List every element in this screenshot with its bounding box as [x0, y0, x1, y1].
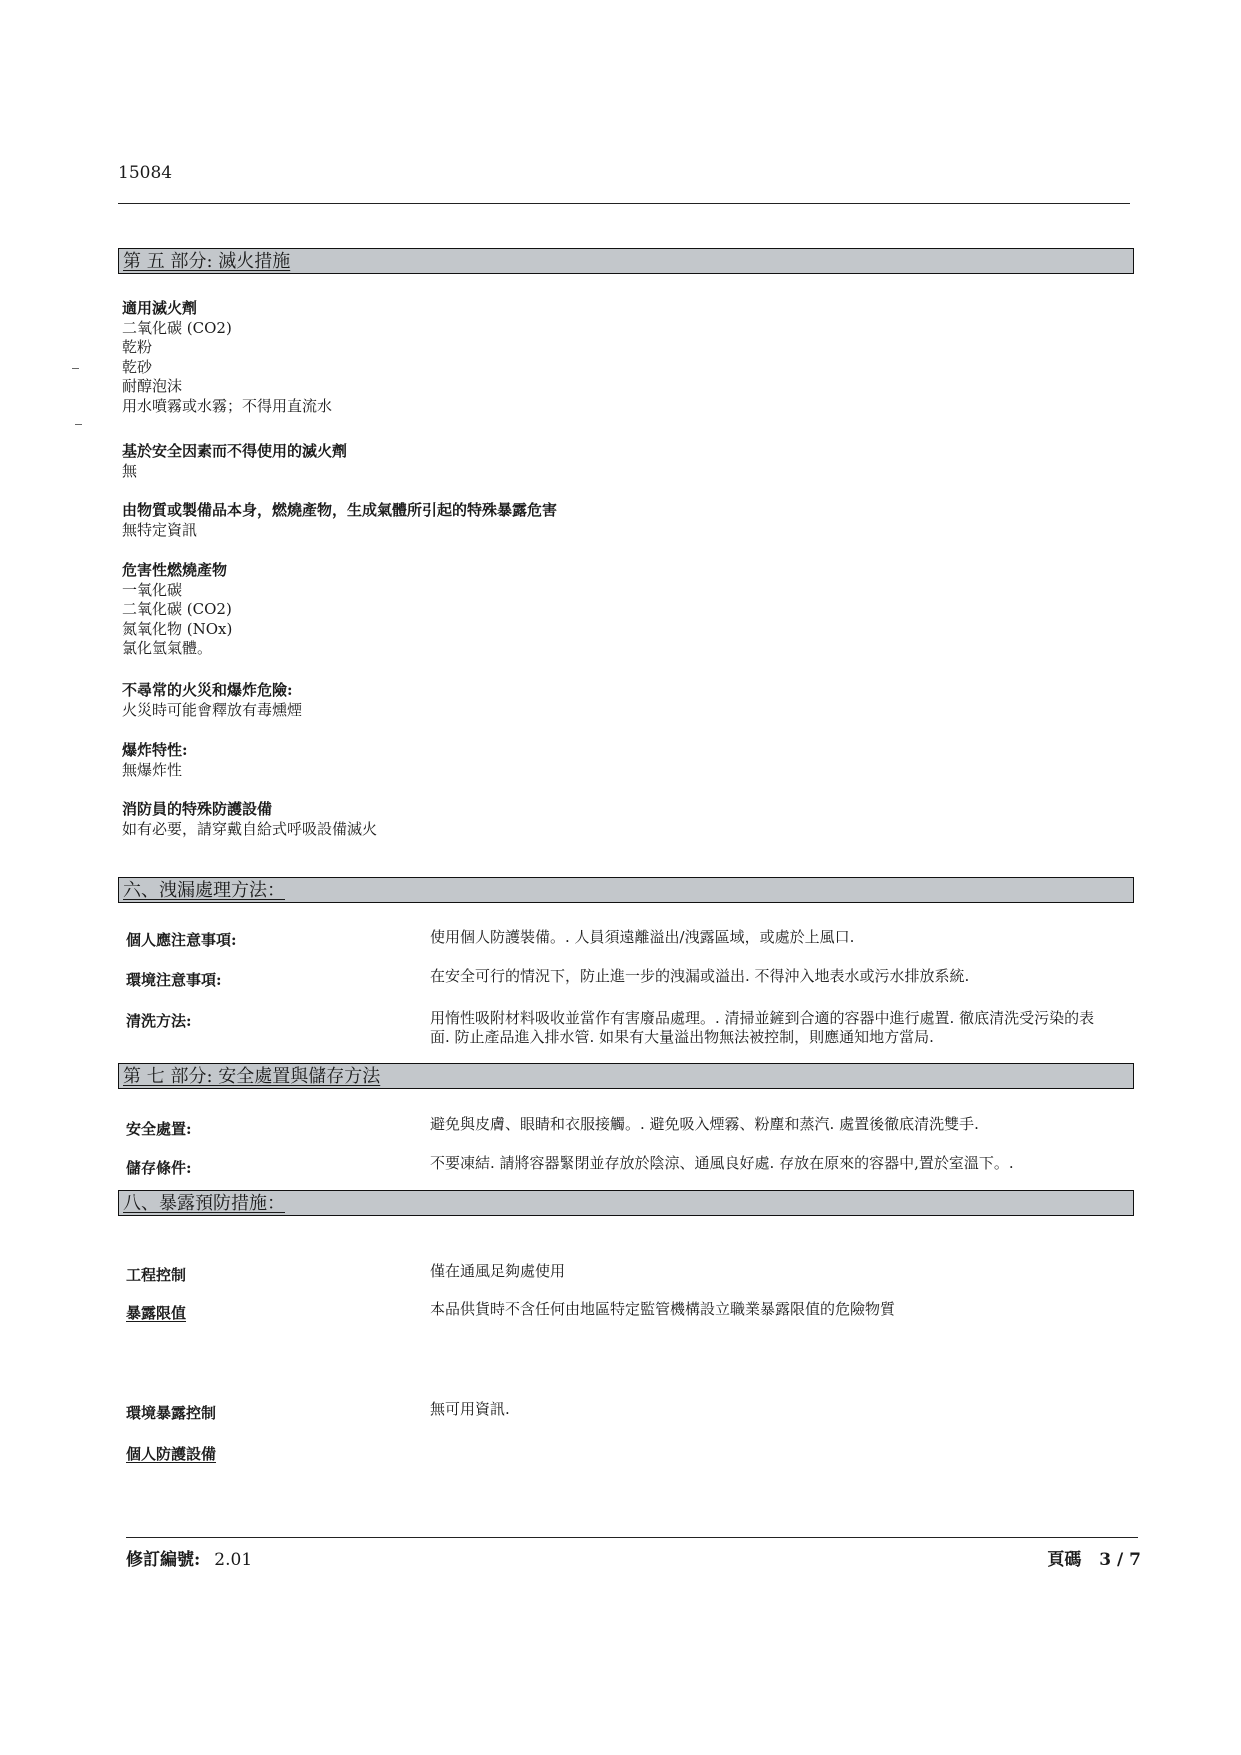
unsuitable-media-value: 無 [122, 461, 138, 480]
suitable-media-item: 乾粉 [122, 338, 153, 357]
document-id: 15084 [118, 163, 173, 183]
personal-precautions-label: 個人應注意事項: [126, 931, 237, 949]
safe-handling-value: 避免與皮膚、眼睛和衣服接觸。. 避免吸入煙霧、粉塵和蒸汽. 處置後徹底清洗雙手. [430, 1115, 979, 1133]
explosive-heading: 爆炸特性: [122, 741, 188, 759]
unusual-hazard-heading: 不尋常的火災和爆炸危險: [122, 681, 293, 699]
suitable-media-item: 耐醇泡沫 [122, 377, 183, 396]
safe-handling-label: 安全處置: [126, 1120, 192, 1138]
footer-rule [126, 1537, 1138, 1538]
special-hazard-value: 無特定資訊 [122, 520, 198, 539]
section5-header [118, 248, 1134, 274]
section5-title: 第 五 部分: 滅火措施 [123, 251, 291, 272]
suitable-media-item: 乾砂 [122, 357, 153, 376]
suitable-media-block [122, 299, 332, 417]
combustion-products-heading: 危害性燃燒產物 [122, 561, 228, 579]
unsuitable-media-heading: 基於安全因素而不得使用的滅火劑 [122, 442, 348, 460]
combustion-product-item: 二氧化碳 (CO2) [122, 600, 232, 619]
environmental-precautions-value: 在安全可行的情況下，防止進一步的洩漏或溢出. 不得沖入地表水或污水排放系統. [430, 967, 970, 985]
explosive-block [122, 741, 188, 780]
suitable-media-heading: 適用滅火劑 [122, 299, 198, 317]
firefighter-ppe-heading: 消防員的特殊防護設備 [122, 800, 273, 818]
suitable-media-item: 二氧化碳 (CO2) [122, 318, 232, 337]
page-number [1047, 1545, 1141, 1570]
cleanup-methods-label: 清洗方法: [126, 1012, 192, 1030]
firefighter-ppe-block [122, 800, 377, 839]
unusual-hazard-value: 火災時可能會釋放有毒燻煙 [122, 700, 303, 719]
scan-artifact [72, 368, 79, 369]
environmental-precautions-label: 環境注意事項: [126, 971, 222, 989]
header-rule [118, 203, 1130, 204]
suitable-media-item: 用水噴霧或水霧；不得用直流水 [122, 396, 333, 415]
exposure-limits-value: 本品供貨時不含任何由地區特定監管機構設立職業暴露限值的危險物質 [430, 1300, 896, 1318]
section6-title: 六、洩漏處理方法： [123, 880, 285, 901]
combustion-product-item: 氯化氫氣體。 [122, 639, 213, 658]
storage-conditions-label: 儲存條件: [126, 1159, 192, 1177]
section8-header [118, 1190, 1134, 1216]
engineering-controls-value: 僅在通風足夠處使用 [430, 1262, 566, 1280]
cleanup-methods-value: 用惰性吸附材料吸收並當作有害廢品處理。. 清掃並鏟到合適的容器中進行處置. 徹底清洗受污染的表面. 防止產品進入排水管. 如果有大量溢出物無法被控制，則應通知地方當局. [430, 1009, 1095, 1046]
revision-value: 2.01 [214, 1550, 253, 1570]
section7-title: 第 七 部分: 安全處置與儲存方法 [123, 1066, 381, 1087]
explosive-value: 無爆炸性 [122, 760, 183, 779]
combustion-product-item: 氮氧化物 (NOx) [122, 619, 233, 638]
section8-title: 八、暴露預防措施： [123, 1193, 285, 1214]
combustion-products-block [122, 561, 232, 659]
firefighter-ppe-value: 如有必要，請穿戴自給式呼吸設備滅火 [122, 819, 378, 838]
environmental-exposure-value: 無可用資訊. [430, 1400, 510, 1418]
exposure-limits-label: 暴露限值 [126, 1304, 187, 1322]
personal-protective-equipment-label: 個人防護設備 [126, 1445, 217, 1463]
special-hazard-block [122, 501, 557, 540]
engineering-controls-label: 工程控制 [126, 1266, 187, 1284]
section6-header [118, 877, 1134, 903]
personal-precautions-value: 使用個人防護裝備。. 人員須遠離溢出/洩露區域，或處於上風口. [430, 928, 855, 946]
combustion-product-item: 一氧化碳 [122, 580, 183, 599]
special-hazard-heading: 由物質或製備品本身，燃燒產物，生成氣體所引起的特殊暴露危害 [122, 501, 558, 519]
revision-label: 修訂編號: [126, 1550, 201, 1570]
storage-conditions-value: 不要凍結. 請將容器緊閉並存放於陰涼、通風良好處. 存放在原來的容器中,置於室溫下。. [430, 1154, 1014, 1172]
scan-artifact [75, 424, 82, 425]
page-value: 3 / 7 [1099, 1550, 1141, 1570]
unusual-hazard-block [122, 681, 302, 720]
revision-number [126, 1545, 252, 1570]
environmental-exposure-label: 環境暴露控制 [126, 1404, 217, 1422]
unsuitable-media-block [122, 442, 347, 481]
section7-header [118, 1063, 1134, 1089]
page-label: 頁碼 [1047, 1550, 1082, 1570]
